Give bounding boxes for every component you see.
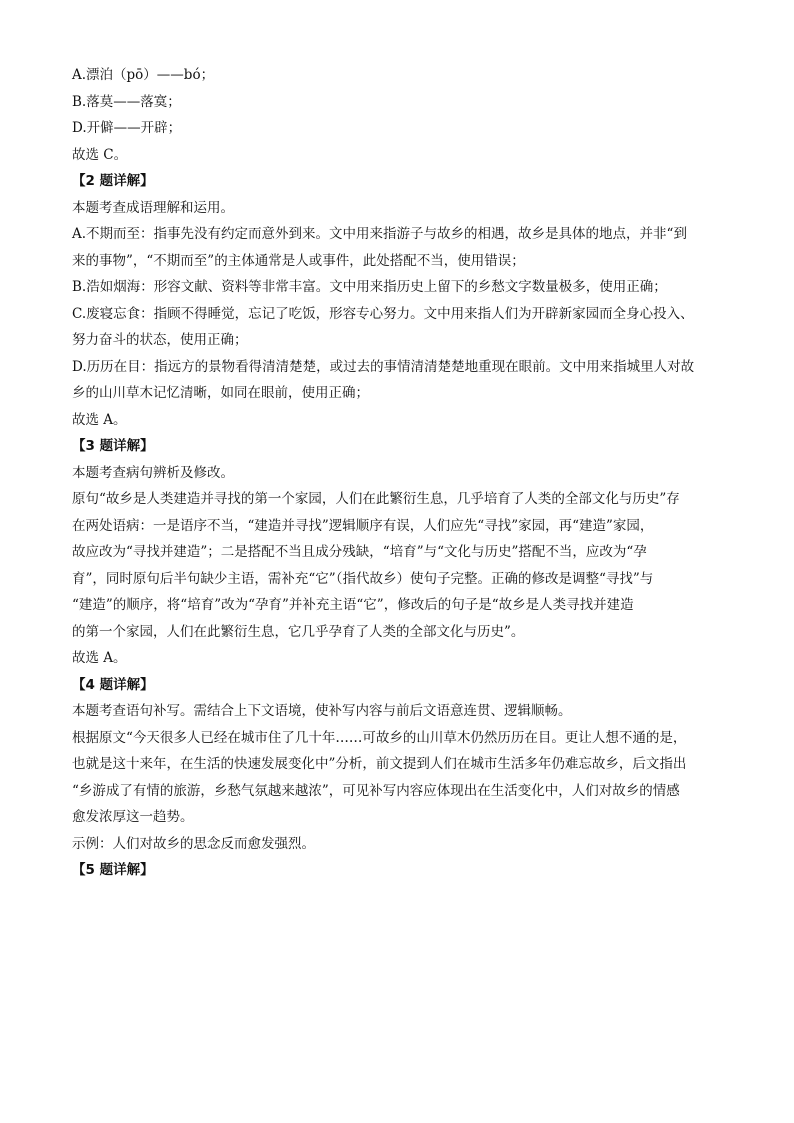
q4-example-line: 示例：人们对故乡的思念反而愈发强烈。 <box>72 835 315 852</box>
answer-choice-line: 故选 C。 <box>72 146 128 163</box>
q3-analysis-line-1: 原句“故乡是人类建造并寻找的第一个家园，人们在此繁衍生息，几乎培育了人类的全部文化与历史”存 <box>72 491 680 507</box>
q4-analysis-line-4: 愈发浓厚这一趋势。 <box>72 809 194 825</box>
q2-option-b-line: B.浩如烟海：形容文献、资料等非常丰富。文中用来指历史上留下的乡愁文字数量极多，使用正确； <box>72 279 667 295</box>
q4-analysis-line-1: 根据原文“今天很多人已经在城市住了几十年……可故乡的山川草木仍然历历在目。更让人想不通的是， <box>72 729 687 746</box>
section-heading-q4: 【4 题详解】 <box>72 676 154 693</box>
answer-option-d-line: D.开僻——开辟； <box>72 120 182 136</box>
q4-analysis-line-3: “乡游成了有情的旅游，乡愁气氛越来越浓”，可见补写内容应体现出在生活变化中，人们对故乡的情感 <box>72 782 680 799</box>
q2-option-a-line-1: A.不期而至：指事先没有约定而意外到来。文中用来指游子与故乡的相遇，故乡是具体的地点，并非“到 <box>72 226 687 242</box>
section-heading-q2: 【2 题详解】 <box>72 173 154 189</box>
section-heading-q3: 【3 题详解】 <box>72 438 154 454</box>
q3-analysis-line-5: “建造”的顺序，将“培育”改为“孕育”并补充主语“它”，修改后的句子是“故乡是人类寻找并建造 <box>72 597 634 613</box>
answer-option-b-line: B.落莫——落寞； <box>72 93 181 110</box>
q2-option-d-line-2: 乡的山川草木记忆清晰，如同在眼前，使用正确； <box>72 385 369 401</box>
q2-answer-line: 故选 A。 <box>72 411 127 428</box>
q2-option-d-line-1: D.历历在目：指远方的景物看得清清楚楚，或过去的事情清清楚楚地重现在眼前。文中用来指城里人对故 <box>72 358 695 375</box>
q3-analysis-line-6: 的第一个家园，人们在此繁衍生息，它几乎孕育了人类的全部文化与历史”。 <box>72 623 525 640</box>
section-heading-q5: 【5 题详解】 <box>72 862 154 878</box>
q4-intro-line: 本题考查语句补写。需结合上下文语境，使补写内容与前后文语意连贯、逻辑顺畅。 <box>72 703 572 719</box>
q4-analysis-line-2: 也就是这十来年，在生活的快速发展变化中”分析，前文提到人们在城市生活多年仍难忘故乡，后文指出 <box>72 756 687 772</box>
q2-option-a-line-2: 来的事物”，“不期而至”的主体通常是人或事件，此处搭配不当，使用错误； <box>72 252 525 269</box>
q2-intro-line: 本题考查成语理解和运用。 <box>72 199 234 216</box>
document-page <box>72 62 724 884</box>
q2-option-c-line-2: 努力奋斗的状态，使用正确； <box>72 332 248 348</box>
q2-option-c-line-1: C.废寝忘食：指顾不得睡觉，忘记了吃饭，形容专心努力。文中用来指人们为开辟新家园而全身心投入、 <box>72 305 694 322</box>
q3-analysis-line-2: 在两处语病：一是语序不当，“建造并寻找”逻辑顺序有误，人们应先“寻找”家园，再“建造”家园， <box>72 517 654 534</box>
q3-answer-line: 故选 A。 <box>72 650 127 666</box>
q3-intro-line: 本题考查病句辨析及修改。 <box>72 464 234 481</box>
q3-analysis-line-4: 育”，同时原句后半句缺少主语，需补充“它”（指代故乡）使句子完整。正确的修改是调整“寻找”与 <box>72 570 654 587</box>
q3-analysis-line-3: 故应改为“寻找并建造”；二是搭配不当且成分残缺，“培育”与“文化与历史”搭配不当，应改为“孕 <box>72 544 647 560</box>
answer-option-a-line: A.漂泊（pō）——bó； <box>72 67 215 83</box>
